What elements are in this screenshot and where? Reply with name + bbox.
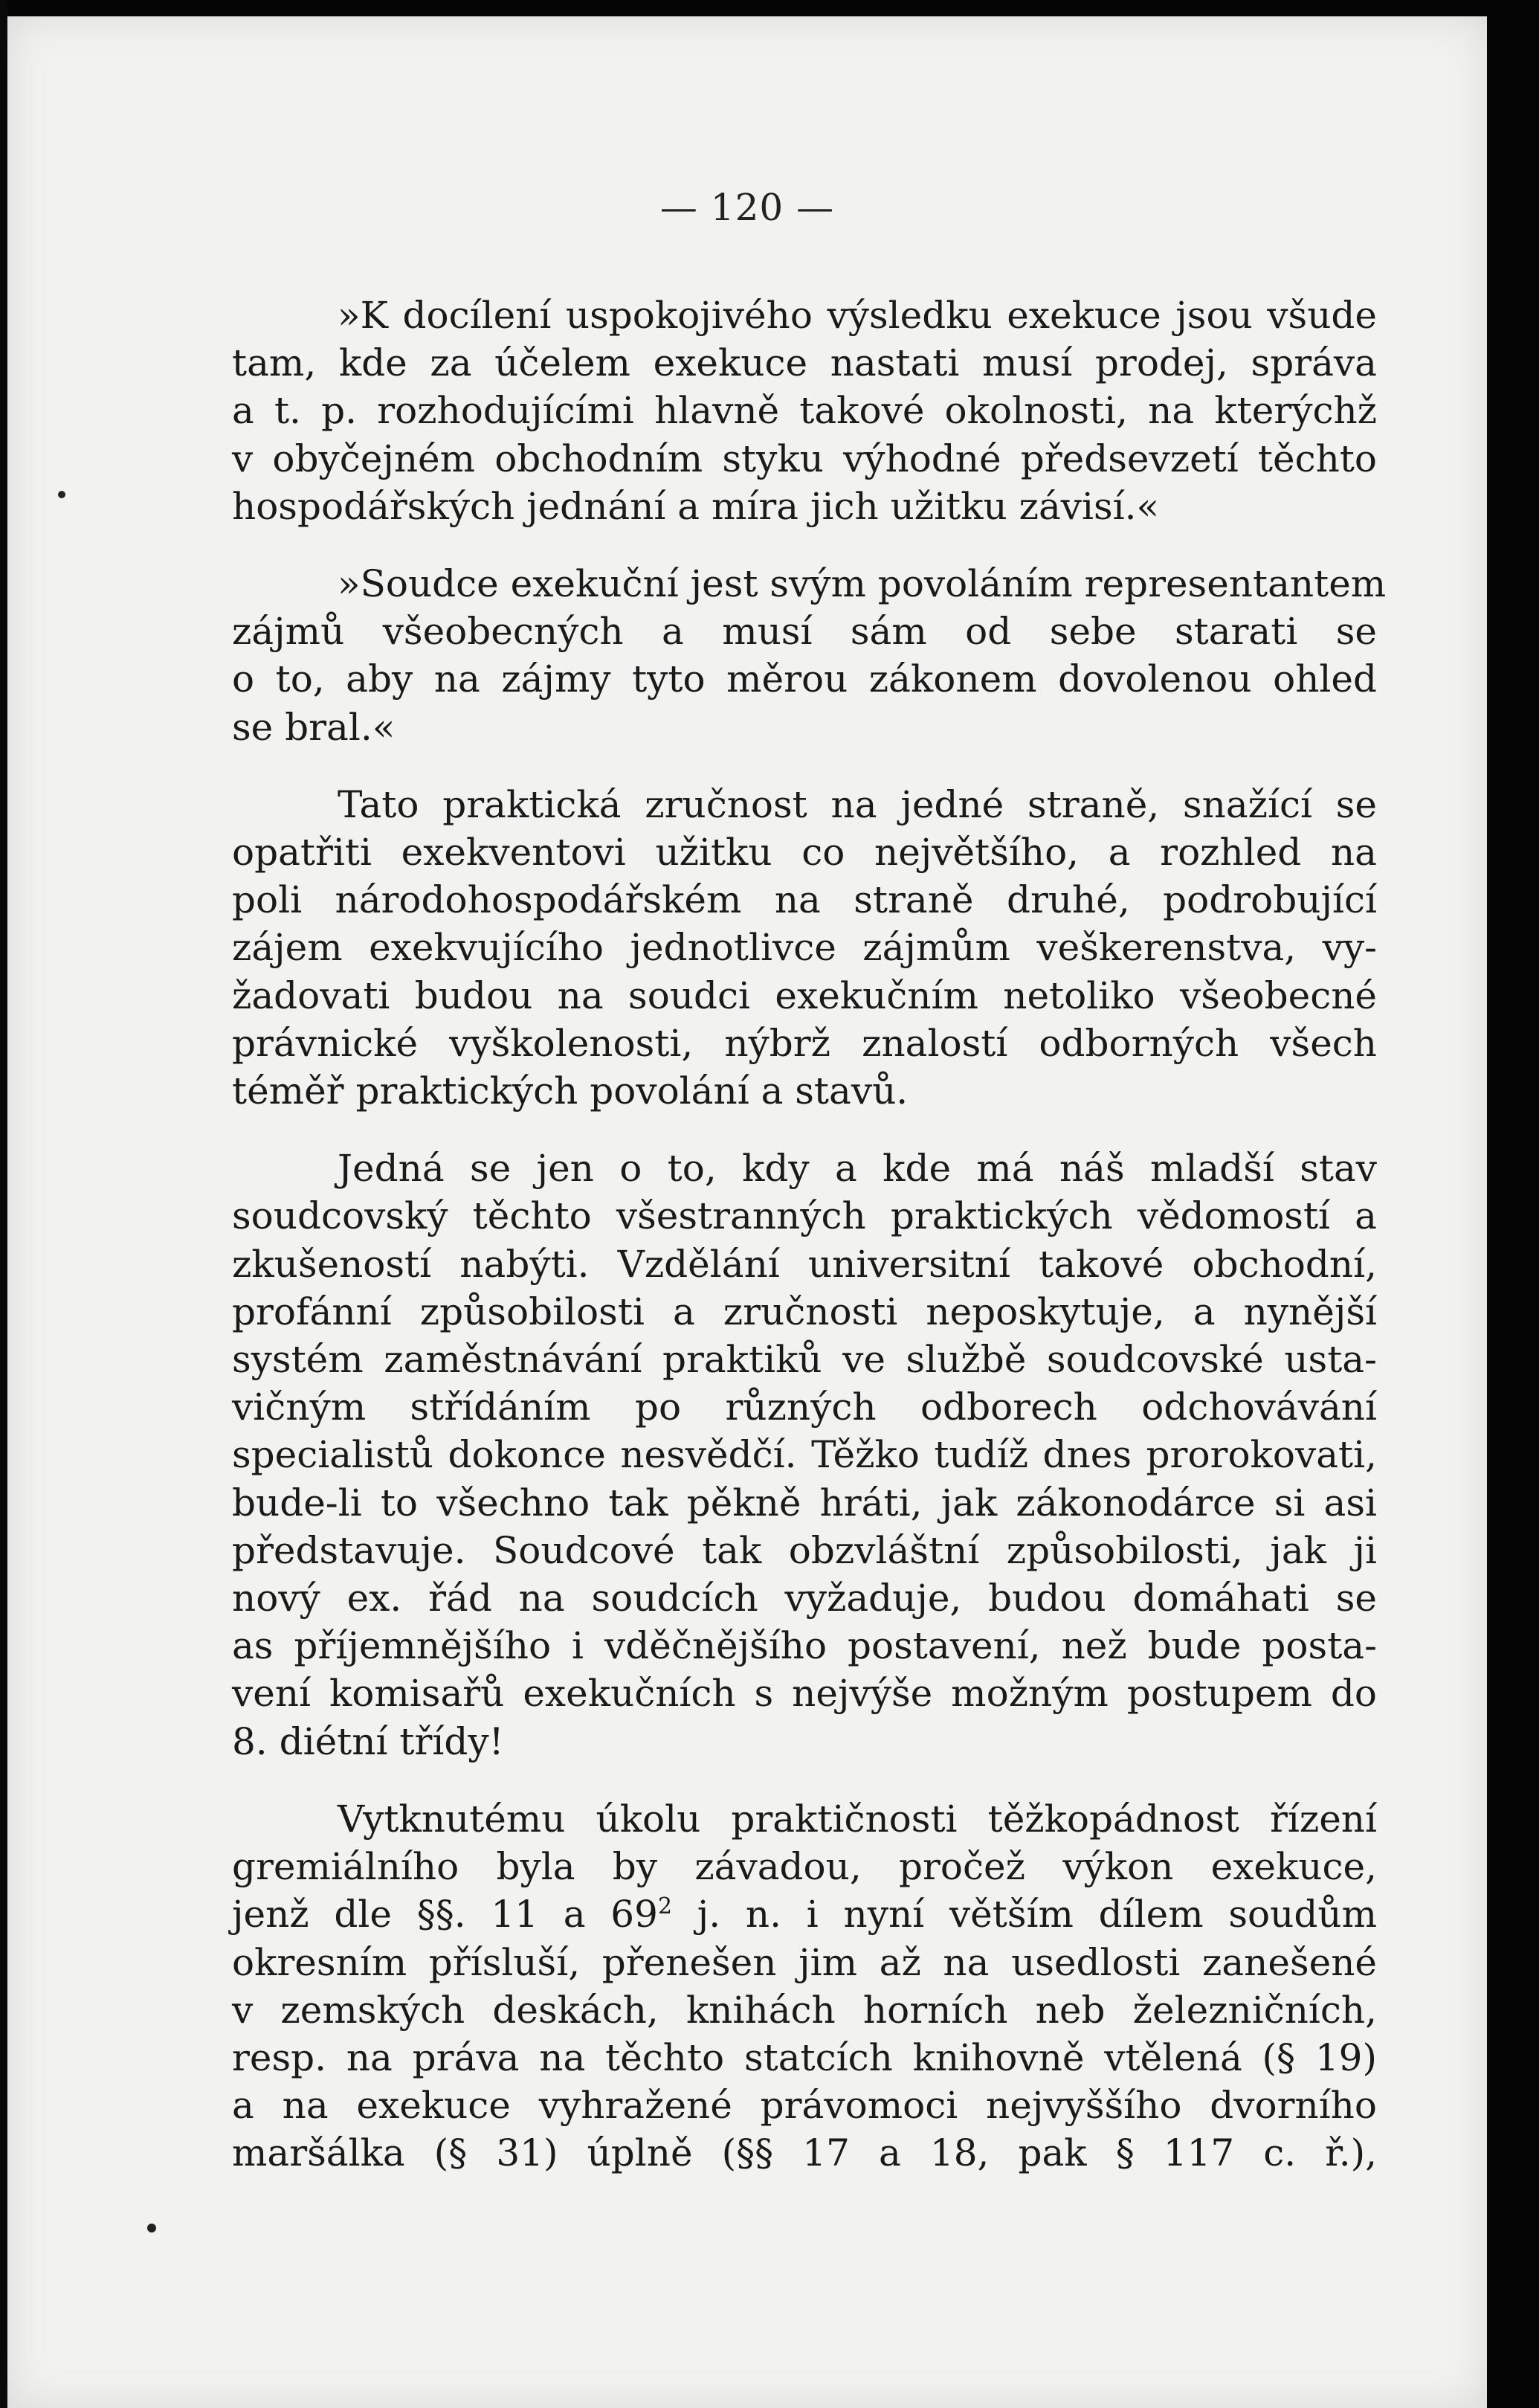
text-line: 8. diétní třídy! [232, 1719, 504, 1763]
text-line: okresním přísluší, přenešen jim až na usedlosti zanešené [232, 1940, 1377, 1984]
text-line: vičným střídáním po různých odborech odchovávání [232, 1385, 1377, 1429]
text-line: v zemských deskách, knihách horních neb železničních, [232, 1988, 1377, 2032]
text-line: maršálka (§ 31) úplně (§§ 17 a 18, pak § 117 c. ř.), [232, 2131, 1377, 2175]
paragraph-3 [232, 781, 1377, 1115]
text-segment: jenž dle §§. 11 a 69 [232, 1893, 658, 1937]
text-line: soudcovský těchto všestranných praktických vědomostí a [232, 1194, 1377, 1238]
text-line: bude-li to všechno tak pěkně hráti, jak zákonodárce si asi [232, 1481, 1377, 1525]
text-segment: j. n. i nyní větším dílem soudům [672, 1893, 1377, 1937]
text-line: Jedná se jen o to, kdy a kde má náš mladší stav [338, 1147, 1377, 1191]
paragraph-2 [232, 560, 1387, 751]
superscript: 2 [657, 1893, 673, 1920]
text-line: »K docílení uspokojivého výsledku exekuce jsou všude [338, 294, 1377, 337]
scan-border-right [1487, 0, 1539, 2408]
scan-speck [147, 2224, 156, 2232]
text-line: hospodářských jednání a míra jich užitku závisí.« [232, 484, 1160, 528]
text-line: o to, aby na zájmy tyto měrou zákonem dovolenou ohled [232, 657, 1377, 701]
text-line: a na exekuce vyhražené právomoci nejvyššího dvorního [232, 2084, 1377, 2128]
text-line: nový ex. řád na soudcích vyžaduje, budou domáhati se [232, 1577, 1377, 1620]
text-line: v obyčejném obchodním styku výhodné předsevzetí těchto [232, 437, 1377, 480]
text-line-with-superscript [232, 1890, 1377, 1938]
text-line: specialistů dokonce nesvědčí. Těžko tudíž dnes prorokovati, [232, 1433, 1377, 1477]
text-line: právnické vyškolenosti, nýbrž znalostí odborných všech [232, 1021, 1377, 1065]
scan-border-top [0, 0, 1539, 16]
paragraph-5 [232, 1795, 1377, 2177]
book-page [7, 16, 1487, 2408]
paragraph-1 [232, 292, 1377, 530]
text-line: zájem exekvujícího jednotlivce zájmům veškerenstva, vy- [232, 926, 1377, 970]
text-line: zkušeností nabýti. Vzdělání universitní takové obchodní, [232, 1242, 1377, 1286]
text-line: poli národohospodářském na straně druhé, podrobující [232, 878, 1377, 922]
text-line: téměř praktických povolání a stavů. [232, 1069, 909, 1113]
text-line: žadovati budou na soudci exekučním netoliko všeobecné [232, 973, 1377, 1017]
text-line: as příjemnějšího i vděčnějšího postavení, než bude posta- [232, 1624, 1377, 1668]
text-line: představuje. Soudcové tak obzvláštní způsobilosti, jak ji [232, 1528, 1377, 1572]
text-line: gremiálního byla by závadou, pročež výkon exekuce, [232, 1845, 1377, 1889]
page-number: — 120 — [659, 186, 835, 229]
text-line: systém zaměstnávání praktiků ve službě soudcovské usta- [232, 1338, 1377, 1382]
text-line: profánní způsobilosti a zručnosti neposkytuje, a nynější [232, 1290, 1377, 1333]
text-line: opatřiti exekventovi užitku co největšího, a rozhled na [232, 831, 1377, 875]
text-line: se bral.« [232, 705, 396, 749]
text-line: vení komisařů exekučních s nejvýše možným postupem do [232, 1672, 1377, 1716]
text-line: a t. p. rozhodujícími hlavně takové okolnosti, na kterýchž [232, 389, 1377, 433]
scan-speck [58, 491, 65, 498]
text-line: Vytknutému úkolu praktičnosti těžkopádnost řízení [338, 1797, 1377, 1841]
paragraph-4 [232, 1145, 1377, 1765]
text-line: »Soudce exekuční jest svým povoláním representantem [338, 562, 1387, 606]
page-text [232, 292, 1387, 2177]
text-line: resp. na práva na těchto statcích knihovně vtělená (§ 19) [232, 2035, 1377, 2079]
text-line: zájmů všeobecných a musí sám od sebe starati se [232, 610, 1377, 654]
text-line: tam, kde za účelem exekuce nastati musí prodej, správa [232, 341, 1377, 385]
text-line: Tato praktická zručnost na jedné straně, snažící se [338, 782, 1377, 826]
scan-border-left [0, 0, 7, 2408]
